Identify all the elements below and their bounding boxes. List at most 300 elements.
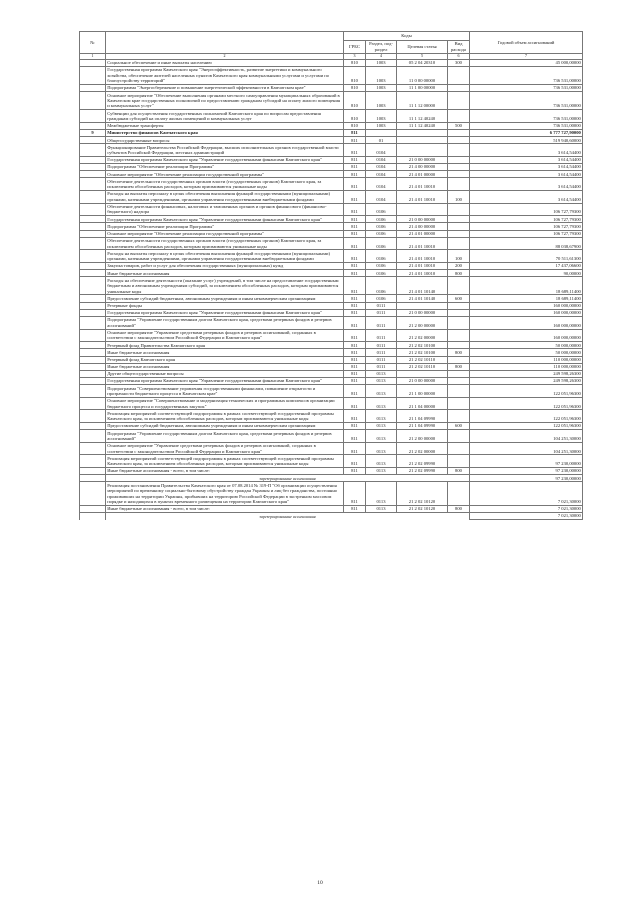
- cell-expense-type: 200: [448, 263, 470, 270]
- cell-target: [397, 203, 448, 216]
- cell-expense-type: [448, 385, 470, 398]
- cell-name: Функционирование Правительства Российской Федерации, высших исполнительных органов государственной власти субъектов Российской Федерации, местных администраций: [106, 144, 344, 157]
- cell-section: 0106: [366, 250, 397, 263]
- cell-name: Межбюджетные трансферты: [106, 122, 344, 129]
- cell-target: 21 2 00 00000: [397, 430, 448, 443]
- cell-section: 1003: [366, 59, 397, 66]
- cell-amount: 7 021,30000: [470, 512, 583, 519]
- cell-name: Иные бюджетные ассигнования - всего, в том числе:: [106, 505, 344, 512]
- cell-amount: 45 000,00000: [470, 59, 583, 66]
- cell-target: 21 4 01 10010: [397, 178, 448, 191]
- cell-section: 0106: [366, 277, 397, 295]
- cell-amount: 17 437,06600: [470, 263, 583, 270]
- cell-target: 21 2 02 10100: [397, 342, 448, 349]
- cell-num: [80, 302, 106, 309]
- cell-amount: 7 021,30000: [470, 505, 583, 512]
- cell-num: [80, 410, 106, 423]
- table-row: [80, 66, 583, 84]
- cell-name: Подпрограмма "Обеспечение реализации Программы": [106, 164, 344, 171]
- cell-amount: 3 614,54400: [470, 156, 583, 163]
- cell-num: [80, 84, 106, 91]
- table-row: [80, 122, 583, 129]
- cell-name: Подпрограмма "Энергосбережение и повышение энергетической эффективности в Камчатском крае": [106, 84, 344, 91]
- cell-num: [80, 430, 106, 443]
- cell-name: Основное мероприятие "Обеспечение реализации государственной программы": [106, 230, 344, 237]
- table-row: [80, 423, 583, 430]
- cell-num: [80, 378, 106, 385]
- cell-grbs: 810: [344, 110, 366, 123]
- table-row: [80, 216, 583, 223]
- cell-expense-type: [448, 316, 470, 329]
- cell-section: 0104: [366, 156, 397, 163]
- cell-num: [80, 482, 106, 505]
- cell-target: 21 2 02 10120: [397, 482, 448, 505]
- cell-section: 0113: [366, 397, 397, 410]
- cell-amount: 110 000,00000: [470, 356, 583, 363]
- cell-num: [80, 455, 106, 468]
- cell-target: 21 0 00 00000: [397, 378, 448, 385]
- header-num: №: [80, 32, 106, 54]
- cell-name: Основное мероприятие "Обеспечение выполнения органами местного самоуправления муниципальных образований в Камчатском крае государственных полномочий по предоставлению гражданам субсидий на оплату жилого помещения и коммунальных услуг": [106, 92, 344, 110]
- cell-name: Государственная программа Камчатского края "Управление государственными финансами Камчатского края": [106, 156, 344, 163]
- cell-name: Государственная программа Камчатского края "Управление государственными финансами Камчатского края": [106, 378, 344, 385]
- cell-name: Резервный фонд Камчатского края: [106, 356, 344, 363]
- cell-num: [80, 385, 106, 398]
- cell-num: [80, 191, 106, 204]
- cell-num: [80, 329, 106, 342]
- table-row: [80, 84, 583, 91]
- cell-amount: 18 689,11400: [470, 295, 583, 302]
- cell-grbs: 811: [344, 430, 366, 443]
- cell-expense-type: [448, 164, 470, 171]
- cell-num: 9: [80, 129, 106, 136]
- table-row: [80, 191, 583, 204]
- table-row: [80, 329, 583, 342]
- cell-name: Государственная программа Камчатского края "Энергоэффективность, развитие энергетики и коммунального хозяйства, обеспечение жителей населенных пунктов Камчатского края коммунальными услугами и услугами по благоустройству территорий": [106, 66, 344, 84]
- cell-target: 21 4 01 10010: [397, 263, 448, 270]
- cell-num: [80, 110, 106, 123]
- cell-target: 11 1 12 40240: [397, 110, 448, 123]
- cell-expense-type: [448, 178, 470, 191]
- cell-name: Другие общегосударственные вопросы: [106, 370, 344, 377]
- cell-amount: 122 051,96300: [470, 410, 583, 423]
- cell-target: 21 2 02 10100: [397, 349, 448, 356]
- cell-section: 01: [366, 137, 397, 144]
- table-row: [80, 92, 583, 110]
- cell-grbs: 811: [344, 302, 366, 309]
- cell-num: [80, 468, 106, 475]
- cell-num: [80, 356, 106, 363]
- cell-name: Подпрограмма "Управление государственным долгом Камчатского края, средствами резервных фондов и резервов ассигнований": [106, 430, 344, 443]
- cell-grbs: 811: [344, 397, 366, 410]
- cell-note: зарезервированные ассигнования: [259, 475, 316, 481]
- cell-grbs: 811: [344, 216, 366, 223]
- column-number: 7: [470, 53, 583, 59]
- cell-target: 21 2 02 09990: [397, 468, 448, 475]
- cell-expense-type: 100: [448, 191, 470, 204]
- table-row: [80, 129, 583, 136]
- cell-expense-type: 600: [448, 295, 470, 302]
- cell-expense-type: [448, 92, 470, 110]
- cell-expense-type: [448, 84, 470, 91]
- cell-expense-type: [448, 137, 470, 144]
- cell-expense-type: [448, 223, 470, 230]
- cell-amount: 104 251,30000: [470, 430, 583, 443]
- cell-name: Иные бюджетные ассигнования: [106, 270, 344, 277]
- cell-name: Закупка товаров, работ и услуг для обеспечения государственных (муниципальных) нужд: [106, 263, 344, 270]
- table-row: [80, 171, 583, 178]
- cell-num: [80, 137, 106, 144]
- table-row: [80, 385, 583, 398]
- column-number: 3: [344, 53, 366, 59]
- cell-target: 21 4 01 10010: [397, 250, 448, 263]
- cell-expense-type: [448, 455, 470, 468]
- cell-name: Иные бюджетные ассигнования: [106, 349, 344, 356]
- cell-section: 0104: [366, 164, 397, 171]
- cell-target: 21 2 02 10110: [397, 356, 448, 363]
- cell-expense-type: [448, 66, 470, 84]
- column-number: 1: [80, 53, 106, 59]
- cell-section: 0113: [366, 442, 397, 455]
- table-row: [80, 178, 583, 191]
- cell-name: Расходы на выплаты персоналу в целях обеспечения выполнения функций государственными (муниципальными) органами, казенными учреждениями, органами управления государственными внебюджетными фондами: [106, 191, 344, 204]
- cell-grbs: 811: [344, 342, 366, 349]
- cell-amount: 18 689,11400: [470, 277, 583, 295]
- cell-grbs: 811: [344, 385, 366, 398]
- cell-grbs: 811: [344, 349, 366, 356]
- cell-name: Обеспечение деятельности государственных органов власти (государственных органов) Камчатского края, за исключением обособленных расходов, которым присваиваются уникальные коды: [106, 178, 344, 191]
- cell-target: 21 4 01 00000: [397, 230, 448, 237]
- cell-grbs: 811: [344, 309, 366, 316]
- cell-section: 0113: [366, 468, 397, 475]
- cell-expense-type: [448, 309, 470, 316]
- cell-grbs: 811: [344, 156, 366, 163]
- cell-section: 0113: [366, 423, 397, 430]
- cell-target: 21 1 04 09990: [397, 410, 448, 423]
- cell-section: 0104: [366, 144, 397, 157]
- table-body: [80, 59, 583, 519]
- cell-amount: 110 000,00000: [470, 363, 583, 370]
- cell-target: 21 4 01 00000: [397, 171, 448, 178]
- column-number: 2: [106, 53, 344, 59]
- cell-grbs: 811: [344, 329, 366, 342]
- cell-num: [80, 178, 106, 191]
- cell-num: [80, 156, 106, 163]
- cell-amount: 160 000,00000: [470, 316, 583, 329]
- cell-target: 21 4 01 10010: [397, 237, 448, 250]
- cell-expense-type: 800: [448, 505, 470, 512]
- table-row: [80, 263, 583, 270]
- cell-expense-type: [448, 144, 470, 157]
- cell-target: 21 1 04 00000: [397, 397, 448, 410]
- cell-target: 11 1 12 00000: [397, 92, 448, 110]
- cell-expense-type: [448, 237, 470, 250]
- cell-expense-type: 100: [448, 250, 470, 263]
- cell-target: 21 1 04 09990: [397, 423, 448, 430]
- cell-section: 0106: [366, 223, 397, 230]
- cell-expense-type: [448, 156, 470, 163]
- table-row: [80, 309, 583, 316]
- cell-expense-type: 800: [448, 468, 470, 475]
- cell-grbs: 810: [344, 66, 366, 84]
- cell-name: Предоставление субсидий бюджетным, автономным учреждениям и иным некоммерческим организациям: [106, 423, 344, 430]
- cell-section: 0111: [366, 309, 397, 316]
- cell-num: [80, 363, 106, 370]
- cell-grbs: 811: [344, 129, 366, 136]
- budget-table: [79, 31, 583, 520]
- cell-grbs: 811: [344, 482, 366, 505]
- cell-section: 0113: [366, 370, 397, 377]
- cell-amount: 736 531,00000: [470, 66, 583, 84]
- cell-section: 0104: [366, 178, 397, 191]
- cell-section: 1003: [366, 92, 397, 110]
- cell-amount: 122 051,96300: [470, 397, 583, 410]
- cell-amount: 3 614,54400: [470, 164, 583, 171]
- cell-num: [80, 309, 106, 316]
- cell-num: [80, 505, 106, 512]
- cell-section: 0111: [366, 316, 397, 329]
- cell-expense-type: [448, 230, 470, 237]
- cell-grbs: 811: [344, 178, 366, 191]
- table-row: [80, 156, 583, 163]
- cell-target: [397, 129, 448, 136]
- table-row: [80, 230, 583, 237]
- table-row: [80, 468, 583, 475]
- table-row: [80, 302, 583, 309]
- table-row: [80, 295, 583, 302]
- table-row: [80, 397, 583, 410]
- cell-amount: 3 614,54400: [470, 191, 583, 204]
- cell-target: [397, 137, 448, 144]
- cell-target: 21 4 01 10140: [397, 277, 448, 295]
- cell-num: [80, 270, 106, 277]
- cell-target: 21 2 00 00000: [397, 316, 448, 329]
- cell-section: 0111: [366, 342, 397, 349]
- cell-amount: 160 000,00000: [470, 302, 583, 309]
- cell-expense-type: 600: [448, 423, 470, 430]
- cell-target: 21 0 00 00000: [397, 216, 448, 223]
- cell-expense-type: 800: [448, 363, 470, 370]
- table-row: [80, 410, 583, 423]
- cell-grbs: 811: [344, 295, 366, 302]
- cell-name: Субвенции для осуществления государственных полномочий Камчатского края по вопросам предоставления гражданам субсидий на оплату жилых помещений и коммунальных услуг: [106, 110, 344, 123]
- cell-name: Основное мероприятие "Управление средствами резервных фондов и резервов ассигнований, созданных в соответствии с законодательством Российской Федерации и Камчатского края": [106, 442, 344, 455]
- cell-amount: 122 051,96300: [470, 385, 583, 398]
- reserved-note-row: [80, 475, 583, 482]
- cell-name: Резервные фонды: [106, 302, 344, 309]
- cell-num: [80, 316, 106, 329]
- column-number: 4: [366, 53, 397, 59]
- cell-grbs: 811: [344, 316, 366, 329]
- cell-num: [80, 216, 106, 223]
- cell-expense-type: [448, 203, 470, 216]
- cell-amount: 88 038,67900: [470, 237, 583, 250]
- cell-target: 21 4 01 10140: [397, 295, 448, 302]
- cell-amount: 160 000,00000: [470, 329, 583, 342]
- cell-expense-type: [448, 329, 470, 342]
- cell-section: 0106: [366, 237, 397, 250]
- cell-expense-type: [448, 171, 470, 178]
- cell-blank: [80, 512, 106, 519]
- cell-grbs: 811: [344, 144, 366, 157]
- cell-expense-type: 300: [448, 59, 470, 66]
- table-row: [80, 164, 583, 171]
- table-row: [80, 316, 583, 329]
- table-header: [80, 32, 583, 60]
- cell-expense-type: [448, 397, 470, 410]
- cell-section: 0106: [366, 230, 397, 237]
- cell-grbs: 811: [344, 370, 366, 377]
- table-row: [80, 442, 583, 455]
- cell-name: Государственная программа Камчатского края "Управление государственными финансами Камчатского края": [106, 216, 344, 223]
- cell-grbs: 811: [344, 171, 366, 178]
- cell-num: [80, 342, 106, 349]
- cell-name: Министерство финансов Камчатского края: [106, 129, 344, 136]
- cell-amount: 736 531,00000: [470, 122, 583, 129]
- cell-name: Социальное обеспечение и иные выплаты населению: [106, 59, 344, 66]
- cell-target: 21 0 00 00000: [397, 309, 448, 316]
- cell-grbs: 811: [344, 270, 366, 277]
- cell-expense-type: [448, 129, 470, 136]
- table-row: [80, 482, 583, 505]
- cell-name: Обеспечение деятельности финансовых, налоговых и таможенных органов и органов финансового (финансово-бюджетного) надзора: [106, 203, 344, 216]
- cell-section: 1003: [366, 84, 397, 91]
- cell-note: зарезервированные ассигнования: [259, 514, 316, 520]
- cell-name: Предоставление субсидий бюджетным, автономным учреждениям и иным некоммерческим организациям: [106, 295, 344, 302]
- header-annual: Годовой объем ассигнований: [470, 32, 583, 54]
- cell-num: [80, 164, 106, 171]
- cell-section: 0111: [366, 302, 397, 309]
- cell-grbs: 811: [344, 468, 366, 475]
- cell-num: [80, 122, 106, 129]
- cell-num: [80, 349, 106, 356]
- cell-num: [80, 203, 106, 216]
- table-row: [80, 223, 583, 230]
- cell-amount: 90,00000: [470, 270, 583, 277]
- cell-expense-type: 800: [448, 270, 470, 277]
- cell-section: 0111: [366, 329, 397, 342]
- cell-grbs: 811: [344, 237, 366, 250]
- cell-amount: 249 598,26300: [470, 378, 583, 385]
- table-row: [80, 277, 583, 295]
- cell-grbs: 811: [344, 230, 366, 237]
- cell-amount: 106 727,79300: [470, 230, 583, 237]
- cell-expense-type: [448, 110, 470, 123]
- header-codes: Коды: [344, 32, 470, 41]
- cell-section: 0113: [366, 378, 397, 385]
- cell-section: 0113: [366, 505, 397, 512]
- cell-section: 0111: [366, 356, 397, 363]
- cell-num: [80, 370, 106, 377]
- cell-amount: 3 614,54400: [470, 144, 583, 157]
- cell-section: 0113: [366, 455, 397, 468]
- cell-name: Резервный фонд Правительства Камчатского края: [106, 342, 344, 349]
- table-row: [80, 237, 583, 250]
- cell-name: Расходы на обеспечение деятельности (оказание услуг) учреждений, в том числе на предоставление государственным бюджетным и автономным учреждениям субсидий, за исключением обособленных расходов, которым присваиваются уникальные коды: [106, 277, 344, 295]
- cell-expense-type: 500: [448, 122, 470, 129]
- cell-target: 21 2 02 09990: [397, 455, 448, 468]
- table-row: [80, 342, 583, 349]
- cell-grbs: 811: [344, 250, 366, 263]
- cell-name: Обеспечение деятельности государственных органов власти (государственных органов) Камчатского края, за исключением обособленных расходов, которым присваиваются уникальные коды: [106, 237, 344, 250]
- cell-expense-type: [448, 370, 470, 377]
- cell-section: 0106: [366, 295, 397, 302]
- cell-num: [80, 423, 106, 430]
- cell-grbs: 810: [344, 92, 366, 110]
- cell-target: [397, 302, 448, 309]
- cell-target: 21 4 00 00000: [397, 223, 448, 230]
- cell-grbs: 811: [344, 363, 366, 370]
- cell-name: Реализация постановления Правительства Камчатского края от 07.08.2014 № 319-П "Об организации осуществления мероприятий по временному социально-бытовому обустройству граждан Украины и лиц без гражданства, постоянно проживавших на территории Украины, прибывших на территорию Российской Федерации в экстренном массовом порядке и находящихся в пунктах временного размещения на территории Камчатского края": [106, 482, 344, 505]
- cell-amount: 104 251,30000: [470, 442, 583, 455]
- cell-grbs: 811: [344, 191, 366, 204]
- cell-section: 0113: [366, 430, 397, 443]
- cell-target: 21 4 00 00000: [397, 164, 448, 171]
- cell-num: [80, 442, 106, 455]
- cell-target: 11 1 00 00000: [397, 84, 448, 91]
- header-grbs: ГРБС: [344, 41, 366, 54]
- cell-expense-type: [448, 482, 470, 505]
- cell-section: 0106: [366, 216, 397, 223]
- cell-num: [80, 223, 106, 230]
- cell-section: 0111: [366, 363, 397, 370]
- cell-target: 21 1 00 00000: [397, 385, 448, 398]
- cell-expense-type: [448, 302, 470, 309]
- cell-grbs: 811: [344, 277, 366, 295]
- cell-section: 0113: [366, 385, 397, 398]
- cell-grbs: 810: [344, 122, 366, 129]
- cell-grbs: 811: [344, 442, 366, 455]
- cell-name: Реализация мероприятий соответствующей подпрограммы в рамках соответствующей государственной программы Камчатского края, за исключением обособленных расходов, которым присваиваются уникальные коды: [106, 455, 344, 468]
- cell-expense-type: [448, 216, 470, 223]
- cell-target: 11 0 00 00000: [397, 66, 448, 84]
- cell-amount: 736 531,00000: [470, 92, 583, 110]
- cell-amount: 70 511,61300: [470, 250, 583, 263]
- cell-expense-type: [448, 442, 470, 455]
- table-row: [80, 370, 583, 377]
- cell-grbs: 810: [344, 84, 366, 91]
- cell-amount: 7 021,30000: [470, 482, 583, 505]
- cell-section: 1003: [366, 110, 397, 123]
- cell-amount: 6 777 727,90000: [470, 129, 583, 136]
- cell-target: 21 4 01 10010: [397, 191, 448, 204]
- cell-expense-type: [448, 277, 470, 295]
- cell-section: 0113: [366, 482, 397, 505]
- cell-amount: 106 727,79300: [470, 203, 583, 216]
- cell-section: 0113: [366, 410, 397, 423]
- cell-expense-type: [448, 430, 470, 443]
- cell-grbs: 811: [344, 137, 366, 144]
- table-row: [80, 144, 583, 157]
- cell-expense-type: [448, 356, 470, 363]
- cell-amount: 736 531,00000: [470, 110, 583, 123]
- cell-blank: [80, 475, 106, 482]
- cell-amount: 106 727,79300: [470, 216, 583, 223]
- reserved-note-row: [80, 512, 583, 519]
- table-row: [80, 430, 583, 443]
- cell-target: 21 2 02 00000: [397, 329, 448, 342]
- cell-num: [80, 144, 106, 157]
- cell-grbs: 811: [344, 423, 366, 430]
- cell-num: [80, 66, 106, 84]
- cell-num: [80, 59, 106, 66]
- cell-name: Иные бюджетные ассигнования: [106, 363, 344, 370]
- cell-num: [80, 263, 106, 270]
- table-row: [80, 378, 583, 385]
- cell-name: Основное мероприятие "Обеспечение реализации государственной программы": [106, 171, 344, 178]
- cell-target: 21 0 00 00000: [397, 156, 448, 163]
- cell-expense-type: [448, 410, 470, 423]
